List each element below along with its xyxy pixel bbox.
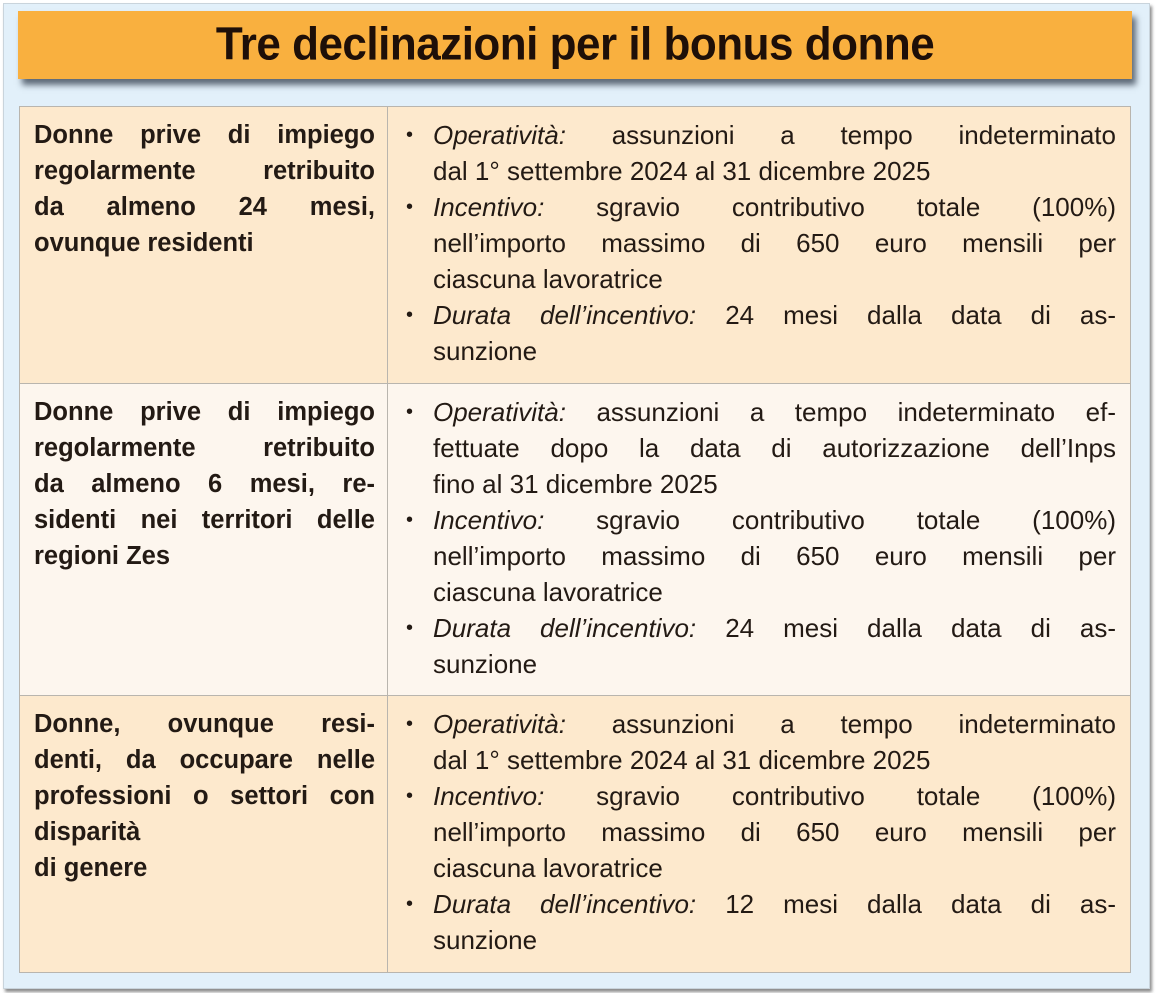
bullet-icon: • — [406, 893, 414, 915]
detail-label: Incentivo: — [433, 781, 545, 811]
detail-label: Durata dell’incentivo: — [433, 889, 697, 919]
bullet-item — [406, 706, 1116, 778]
detail-text: 24 mesi dalla data di as- — [725, 613, 1116, 643]
title-bar — [18, 11, 1132, 79]
category-line: disparità — [34, 818, 141, 846]
details-cell — [388, 384, 1131, 696]
detail-line: ciascuna lavoratrice — [433, 577, 663, 607]
detail-text: 12 mesi dalla data di as- — [725, 889, 1116, 919]
detail-line — [433, 502, 1116, 538]
table-row — [20, 107, 1131, 384]
bullet-icon: • — [406, 401, 414, 423]
detail-line: nell’importo massimo di 650 euro mensili per — [433, 817, 1116, 847]
detail-line — [433, 610, 1116, 646]
detail-text: 24 mesi dalla data di as- — [725, 300, 1116, 330]
category-line: Donne prive di impiego — [34, 121, 375, 149]
detail-line: dal 1° settembre 2024 al 31 dicembre 2025 — [433, 745, 931, 775]
detail-line: sunzione — [433, 649, 538, 679]
detail-label: Durata dell’incentivo: — [433, 300, 697, 330]
bullet-icon: • — [406, 713, 414, 735]
category-line: da almeno 24 mesi, — [34, 193, 375, 221]
detail-line — [433, 394, 1116, 430]
detail-line: dal 1° settembre 2024 al 31 dicembre 2025 — [433, 156, 931, 186]
category-line: da almeno 6 mesi, re- — [34, 470, 375, 498]
detail-label: Incentivo: — [433, 192, 545, 222]
bullet-icon: • — [406, 124, 414, 146]
category-line: di genere — [34, 854, 148, 882]
category-line: regioni Zes — [34, 542, 171, 570]
bullet-item — [406, 394, 1116, 502]
bullet-item — [406, 778, 1116, 886]
detail-line: ciascuna lavoratrice — [433, 853, 663, 883]
detail-line: sunzione — [433, 925, 538, 955]
detail-text: assunzioni a tempo indeterminato — [611, 120, 1116, 150]
detail-text: sgravio contributivo totale (100%) — [596, 505, 1116, 535]
category-line: Donne prive di impiego — [34, 398, 375, 426]
detail-text: sgravio contributivo totale (100%) — [596, 192, 1116, 222]
category-line: regolarmente retribuito — [34, 157, 375, 185]
bullet-icon: • — [406, 304, 414, 326]
bullet-item — [406, 297, 1116, 369]
bullet-item — [406, 502, 1116, 610]
detail-line — [433, 189, 1116, 225]
bullet-item — [406, 189, 1116, 297]
details-cell — [388, 107, 1131, 384]
category-cell — [20, 696, 388, 973]
bullet-item — [406, 117, 1116, 189]
detail-text: assunzioni a tempo indeterminato ef- — [596, 397, 1116, 427]
detail-label: Operatività: — [433, 397, 566, 427]
detail-line — [433, 886, 1116, 922]
detail-line — [433, 778, 1116, 814]
category-line: ovunque residenti — [34, 229, 254, 257]
detail-line: sunzione — [433, 336, 538, 366]
bullet-icon: • — [406, 196, 414, 218]
category-cell — [20, 107, 388, 384]
category-cell — [20, 384, 388, 696]
bullet-icon: • — [406, 617, 414, 639]
category-line: sidenti nei territori delle — [34, 506, 375, 534]
detail-line: fettuate dopo la data di autorizzazione dell’Inps — [433, 433, 1116, 463]
category-line: professioni o settori con — [34, 782, 375, 810]
detail-line — [433, 117, 1116, 153]
category-line: Donne, ovunque resi- — [34, 710, 375, 738]
table-row — [20, 384, 1131, 696]
detail-text: sgravio contributivo totale (100%) — [596, 781, 1116, 811]
bonus-table — [19, 106, 1131, 973]
bullet-item — [406, 886, 1116, 958]
detail-label: Operatività: — [433, 709, 566, 739]
category-line: denti, da occupare nelle — [34, 746, 375, 774]
detail-line: ciascuna lavoratrice — [433, 264, 663, 294]
detail-line — [433, 706, 1116, 742]
page-title: Tre declinazioni per il bonus donne — [215, 18, 935, 71]
detail-line: fino al 31 dicembre 2025 — [433, 469, 718, 499]
bullet-icon: • — [406, 509, 414, 531]
detail-label: Durata dell’incentivo: — [433, 613, 697, 643]
detail-text: assunzioni a tempo indeterminato — [611, 709, 1116, 739]
detail-line — [433, 297, 1116, 333]
table-row — [20, 696, 1131, 973]
detail-label: Operatività: — [433, 120, 566, 150]
detail-label: Incentivo: — [433, 505, 545, 535]
detail-line: nell’importo massimo di 650 euro mensili per — [433, 228, 1116, 258]
bullet-item — [406, 610, 1116, 682]
category-line: regolarmente retribuito — [34, 434, 375, 462]
detail-line: nell’importo massimo di 650 euro mensili per — [433, 541, 1116, 571]
details-cell — [388, 696, 1131, 973]
bullet-icon: • — [406, 785, 414, 807]
